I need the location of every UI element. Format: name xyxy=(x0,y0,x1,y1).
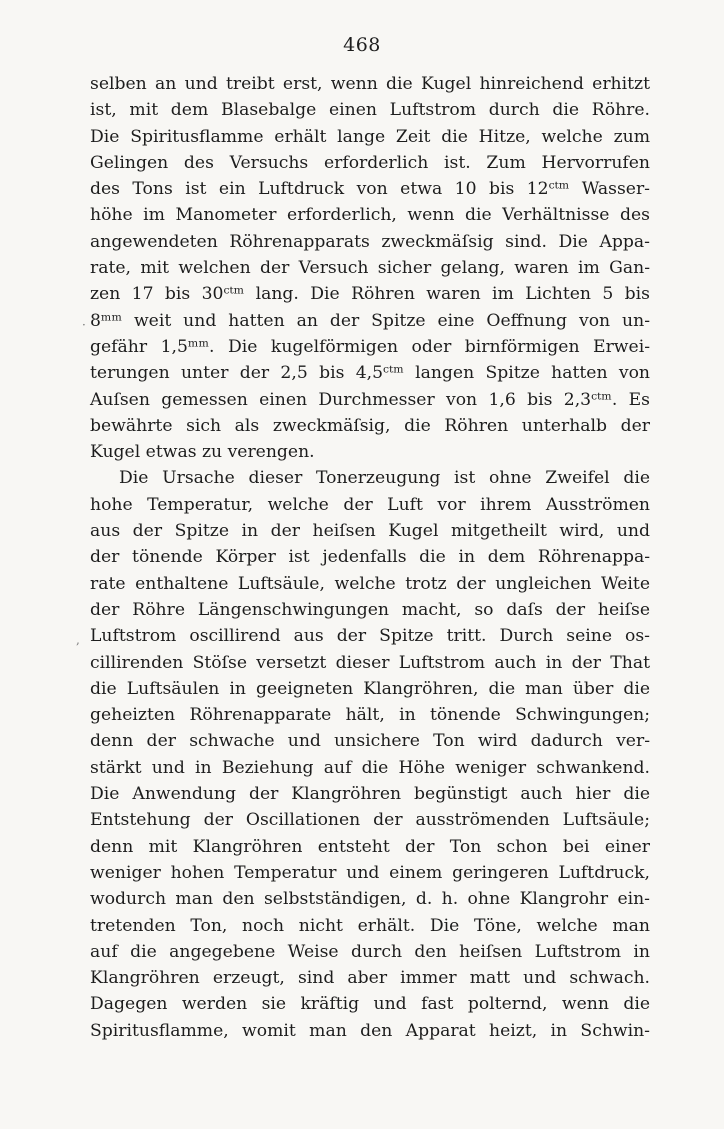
text-line: Auſsen gemessen einen Durchmesser von 1,6 bis 2,3ᶜᵗᵐ. Es xyxy=(90,389,650,410)
text-line: rate, mit welchen der Versuch sicher gelang, waren im Gan- xyxy=(90,258,650,279)
text-line: höhe im Manometer erforderlich, wenn die Verhältnisse des xyxy=(90,205,650,226)
text-line: bewährte sich als zweckmäſsig, die Röhren unterhalb der xyxy=(90,415,650,436)
margin-speck: · xyxy=(82,318,86,332)
text-line: cillirenden Stöſse versetzt dieser Luftstrom auch in der That xyxy=(90,652,650,673)
text-line: die Luftsäulen in geeigneten Klangröhren, die man über die xyxy=(90,678,650,699)
text-line: der tönende Körper ist jedenfalls die in dem Röhrenappa- xyxy=(90,547,650,568)
text-line: selben an und treibt erst, wenn die Kugel hinreichend erhitzt xyxy=(90,74,650,94)
text-line: auf die angegebene Weise durch den heiſsen Luftstrom in xyxy=(90,941,650,962)
text-line: Dagegen werden sie kräftig und fast polternd, wenn die xyxy=(90,994,650,1015)
paragraph-start-line: Die Ursache dieser Tonerzeugung ist ohne Zweifel die xyxy=(119,468,650,489)
text-line: des Tons ist ein Luftdruck von etwa 10 bis 12ᶜᵗᵐ Wasser- xyxy=(90,179,650,200)
margin-speck: , xyxy=(76,633,80,647)
page-number: 468 xyxy=(343,34,381,56)
paragraph-end-line: Kugel etwas zu verengen. xyxy=(90,442,315,463)
text-line: Die Spiritusflamme erhält lange Zeit die Hitze, welche zum xyxy=(90,126,650,147)
text-line: zen 17 bis 30ᶜᵗᵐ lang. Die Röhren waren im Lichten 5 bis xyxy=(90,284,650,305)
text-line: Klangröhren erzeugt, sind aber immer matt und schwach. xyxy=(90,968,650,989)
text-line: denn mit Klangröhren entsteht der Ton schon bei einer xyxy=(90,836,650,857)
text-line: tretenden Ton, noch nicht erhält. Die Töne, welche man xyxy=(90,915,650,936)
text-line: weniger hohen Temperatur und einem geringeren Luftdruck, xyxy=(90,862,650,883)
text-line: denn der schwache und unsichere Ton wird dadurch ver- xyxy=(90,731,650,752)
text-line: gefähr 1,5ᵐᵐ. Die kugelförmigen oder birnförmigen Erwei- xyxy=(90,336,650,357)
text-line: hohe Temperatur, welche der Luft vor ihrem Ausströmen xyxy=(90,494,650,515)
text-line: 8ᵐᵐ weit und hatten an der Spitze eine Oeffnung von un- xyxy=(90,310,650,331)
text-line: Luftstrom oscillirend aus der Spitze tritt. Durch seine os- xyxy=(90,626,650,647)
text-line: stärkt und in Beziehung auf die Höhe weniger schwankend. xyxy=(90,757,650,778)
text-line: Gelingen des Versuchs erforderlich ist. Zum Hervorrufen xyxy=(90,152,650,173)
text-line: wodurch man den selbstständigen, d. h. ohne Klangrohr ein- xyxy=(90,889,650,910)
text-line: geheizten Röhrenapparate hält, in tönende Schwingungen; xyxy=(90,705,650,726)
text-line: der Röhre Längenschwingungen macht, so daſs der heiſse xyxy=(90,599,650,620)
text-line: aus der Spitze in der heiſsen Kugel mitgetheilt wird, und xyxy=(90,521,650,542)
text-line: terungen unter der 2,5 bis 4,5ᶜᵗᵐ langen Spitze hatten von xyxy=(90,363,650,384)
text-line: Die Anwendung der Klangröhren begünstigt auch hier die xyxy=(90,784,650,805)
text-line: Spiritusflamme, womit man den Apparat heizt, in Schwin- xyxy=(90,1020,650,1041)
text-line: Entstehung der Oscillationen der ausströmenden Luftsäule; xyxy=(90,810,650,831)
text-line: ist, mit dem Blasebalge einen Luftstrom durch die Röhre. xyxy=(90,100,650,121)
text-line: angewendeten Röhrenapparats zweckmäſsig sind. Die Appa- xyxy=(90,231,650,252)
text-line: rate enthaltene Luftsäule, welche trotz der ungleichen Weite xyxy=(90,573,650,594)
body-text xyxy=(90,71,650,1044)
